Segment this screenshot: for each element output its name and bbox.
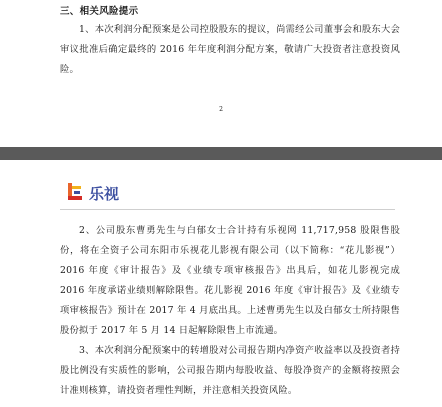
- page-number: 2: [219, 106, 223, 113]
- page-separator: [0, 147, 442, 160]
- letv-logo-icon: [66, 181, 86, 205]
- paragraph-2: 2、公司股东曹勇先生与白郁女士合计持有乐视网 11,717,958 股限售股份，将在全资子公司东阳市乐视花儿影视有限公司（以下简称：“花儿影视”）2016 年度《审计报告》及《业绩专项审核报告》出具后，如花儿影视完成 2016 年度承诺业绩则解除限售。花儿影视 2016 年度《审计报告》及《业绩专项审核报告》预计在 2017 年 4 月底出具。上述曹勇先生以及白郁女士所持限售股份拟于 2017 年 5 月 14 日起解除限售上市流通。: [60, 225, 400, 336]
- document-page-1: [0, 0, 442, 147]
- paragraph-1: 1、本次利润分配预案是公司控股股东的提议，尚需经公司董事会和股东大会审议批准后确定最终的 2016 年年度利润分配方案，敬请广大投资者注意投资风险。: [60, 24, 400, 75]
- document-page-2: [0, 160, 442, 407]
- logo-text: 乐视: [89, 184, 120, 203]
- section-title-risk-warning: 三、相关风险提示: [60, 6, 139, 17]
- company-logo: [66, 181, 119, 205]
- header-divider: [60, 209, 395, 210]
- paragraph-3: 3、本次利润分配预案中的转增股对公司报告期内净资产收益率以及投资者持股比例没有实质性的影响，公司报告期内每股收益、每股净资产的金额将按照会计准则核算，请投资者理性判断，并注意相关投资风险。: [60, 345, 400, 396]
